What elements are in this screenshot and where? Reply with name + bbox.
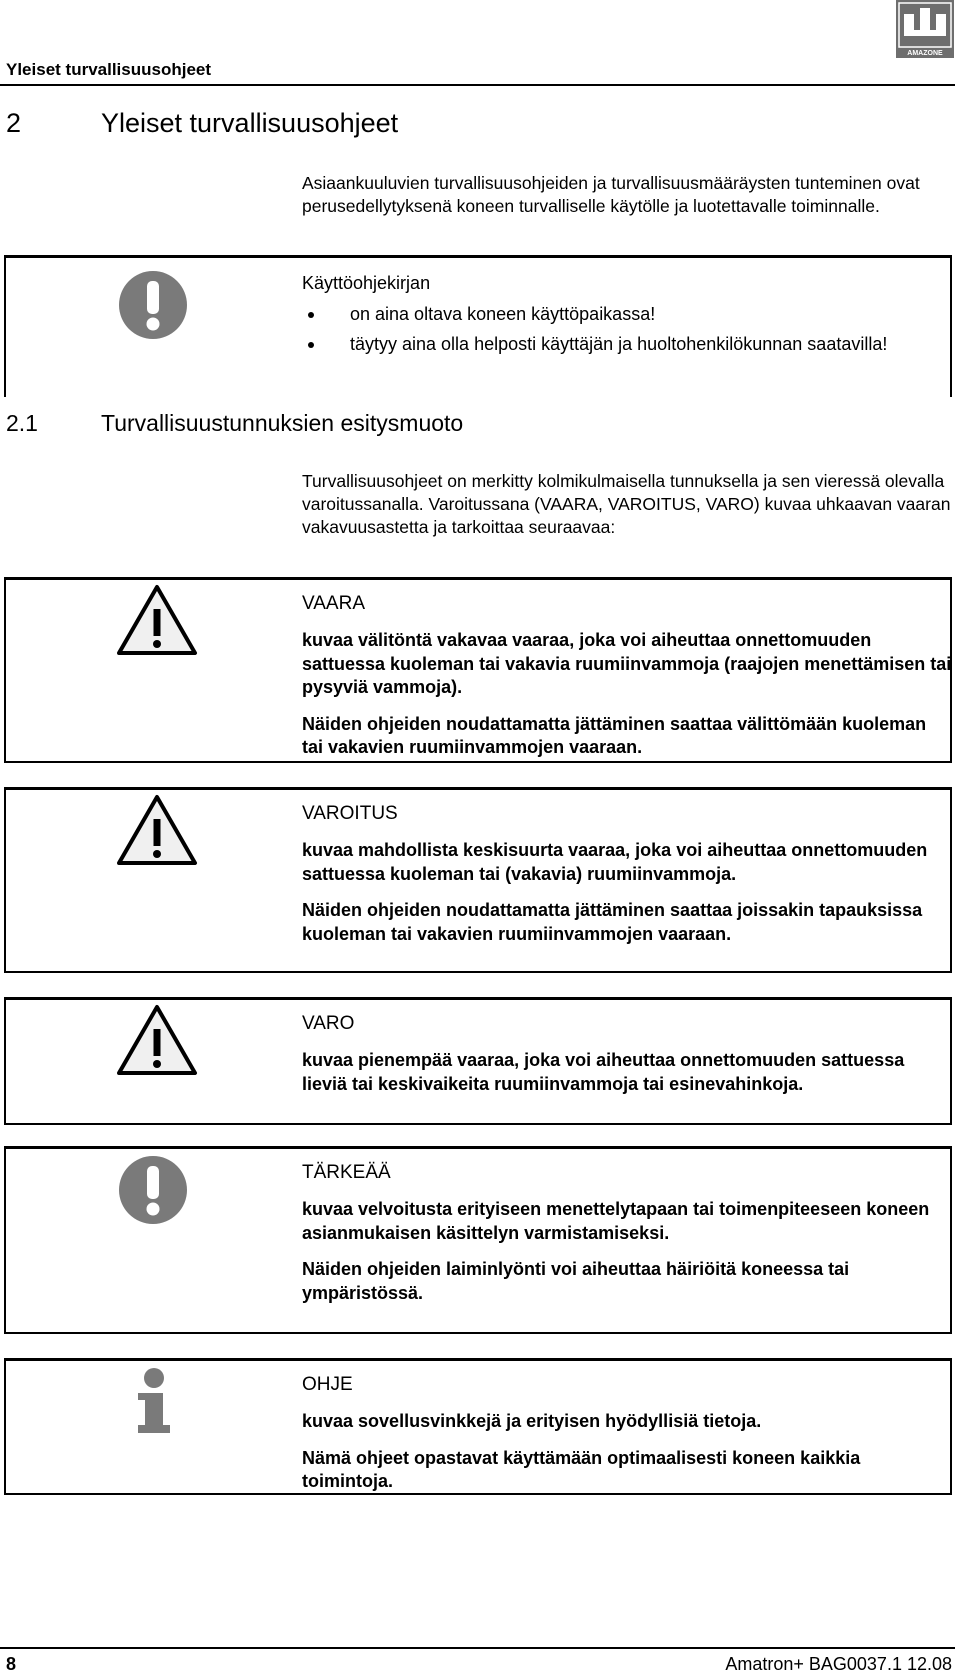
info-icon	[134, 1367, 174, 1437]
amazone-logo-icon	[896, 0, 954, 58]
notice-text: kuvaa pienempää vaaraa, joka voi aiheuttaa onnettomuuden sattuessa lieviä tai keskivaikeita ruumiinvammoja tai esinevahinkoja.	[302, 1050, 905, 1094]
notice-text: Nämä ohjeet opastavat käyttämään optimaalisesti koneen kaikkia toimintoja.	[302, 1447, 861, 1491]
notice-label: VARO	[302, 1013, 355, 1034]
section-title: Yleiset turvallisuusohjeet	[101, 108, 399, 138]
subsection-intro: Turvallisuusohjeet on merkitty kolmikulmaisella tunnuksella ja sen vieressä olevalla varoitussanalla. Varoitussana (VAARA, VAROITUS, VARO) kuvaa uhkaavan vaaran vakavuusastetta ja tarkoittaa seuraavaa:	[302, 471, 951, 537]
notice-label: VAARA	[302, 593, 366, 614]
logo-text: AMAZONE	[907, 50, 943, 57]
notice-label: VAROITUS	[302, 803, 398, 824]
notice-text: kuvaa velvoitusta erityiseen menettelytapaan tai toimenpiteeseen koneen asianmukaisen käsittelyn varmistamiseksi.	[302, 1199, 930, 1243]
notice-warning	[4, 787, 952, 973]
notice-info	[4, 1358, 952, 1495]
section-intro: Asiaankuuluvien turvallisuusohjeiden ja turvallisuusmääräysten tunteminen ovat perusedellytyksenä koneen turvalliselle käytölle ja luotettavalle toiminnalle.	[302, 173, 920, 216]
notice-text: kuvaa mahdollista keskisuurta vaaraa, joka voi aiheuttaa onnettomuuden sattuessa kuoleman tai (vakavia) ruumiinvammoja.	[302, 840, 928, 884]
notice-text: Näiden ohjeiden laiminlyönti voi aiheuttaa häiriöitä koneessa tai ympäristössä.	[302, 1259, 850, 1303]
notice-label: OHJE	[302, 1374, 353, 1395]
warning-triangle-icon	[116, 1004, 198, 1076]
header-divider	[0, 84, 955, 86]
section-heading	[6, 108, 398, 139]
notice-text: kuvaa välitöntä vakavaa vaaraa, joka voi aiheuttaa onnettomuuden sattuessa kuoleman tai vakavia ruumiinvammoja (raajojen menettämisen tai pysyviä vammoja).	[302, 630, 952, 697]
subsection-title: Turvallisuustunnuksien esitysmuoto	[101, 410, 464, 436]
notice-text: Näiden ohjeiden noudattamatta jättäminen saattaa joissakin tapauksissa kuoleman tai vakavien ruumiinvammojen vaaraan.	[302, 900, 923, 944]
manual-note-box	[4, 255, 952, 397]
subsection-number: 2.1	[6, 410, 38, 436]
subsection-heading	[6, 410, 463, 437]
section-number: 2	[6, 108, 22, 138]
footer-divider	[0, 1647, 955, 1649]
warning-triangle-icon	[116, 584, 198, 656]
exclamation-circle-icon	[118, 270, 188, 340]
notice-label: TÄRKEÄÄ	[302, 1162, 391, 1183]
page-number: 8	[6, 1654, 17, 1674]
notice-caution	[4, 997, 952, 1125]
notice-danger	[4, 577, 952, 763]
list-item: on aina oltava koneen käyttöpaikassa!	[302, 303, 952, 326]
notice-important	[4, 1146, 952, 1334]
manual-note-list	[302, 303, 952, 356]
running-header-title: Yleiset turvallisuusohjeet	[6, 60, 212, 79]
notice-text: kuvaa sovellusvinkkejä ja erityisen hyödyllisiä tietoja.	[302, 1411, 762, 1431]
exclamation-circle-icon	[118, 1155, 188, 1225]
notice-text: Näiden ohjeiden noudattamatta jättäminen saattaa välittömään kuoleman tai vakavien ruumiinvammojen vaaraan.	[302, 713, 927, 757]
document-id: Amatron+ BAG0037.1 12.08	[725, 1654, 952, 1674]
list-item: täytyy aina olla helposti käyttäjän ja huoltohenkilökunnan saatavilla!	[302, 333, 952, 356]
manual-note-label: Käyttöohjekirjan	[302, 273, 431, 293]
warning-triangle-icon	[116, 794, 198, 866]
